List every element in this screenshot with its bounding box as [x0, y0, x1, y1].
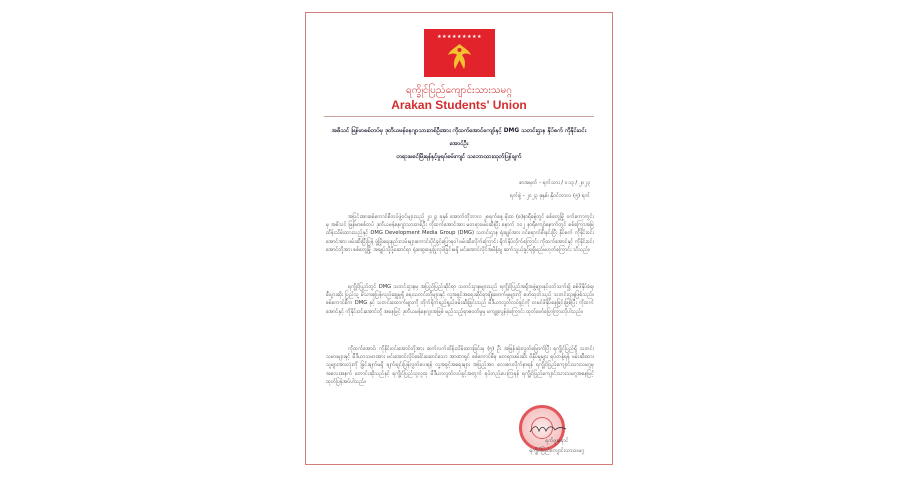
header-divider [324, 116, 594, 117]
organization-name-english: Arakan Students' Union [391, 98, 527, 112]
document-number: စာအမှတ် - ရက်သား / ၀၁၃ / ၂၀၂၃ [519, 180, 590, 186]
signature-block [512, 411, 602, 457]
signatory-name: ရက်ဖူးရောင် [545, 438, 569, 444]
headline-line-2: တရားမင်ေမြိးရန်နှင့်မှုရပ်စမ်းကျင် သဘောထားထုတ်ပြန်ချက် [396, 154, 522, 160]
organization-name-burmese: ရက္ခိုင်ပြည်ကျောင်းသားသမဂ္ဂ [406, 85, 512, 96]
flag-stars: ★★★★★★★★★ [437, 34, 482, 40]
document-date: ရက်စွဲ - ၂၀၂၃ ခုနှစ်၊ နိုဝင်ဘာလ (၅) ရက် [509, 193, 590, 199]
signatory-organization: ရက္ခိုင်ပြည်ကျောင်းသားသမဂ္ဂ [529, 448, 585, 454]
body-paragraph-3: ကိုထက်အောင်၊ ကိုနိုင်းဝင်းအောင်တို့အား ဆက်လက်ထိန်းသိမ်းထားခြင်းမှ (၅) ဦး အမြန်ဆုံးလွတ်မြောက်ပြီး ရက္ခိုင်ပြည်ရှိ သတင်းသမားများနှင့် မီဒီယာသမားအား မင်းအောင်လိုင်ခေါင်းဆောင်သော အာဏာရှင် စစ်ကောင်စီမှ မတရားဖမ်းဆီး ဖိနှိပ်မှုများ ရပ်တန့်ရန် ဖမ်းဆီးထားသူများအားလုံးကို ခြွင်းချက်မရှိ ချက်ချင်းပြန်လွှတ်ပေးရန် လူ့အခွင့်အရေးများ အပြည့်အဝ လေးစားလိုက်နာရန် ရက္ခိုင်ပြည်ကျောင်းသားသမဂ္ဂမှ အလေးအနက် တောင်းဆိုသည်နှင့် ရက္ခိုင်ပြည်သူလူထု မီဒီယာလွတ်လပ်ခွင့်အတွက် ရပ်တည်ပေးကြရန် ရက္ခိုင်ပြည်ကျောင်းသားသမဂ္ဂအနေဖြင့် ထုတ်ပြန်အပ်ပါသည်။ [326, 346, 594, 385]
statement-headline [326, 125, 592, 164]
statement-document [305, 12, 613, 465]
handwritten-signature [528, 423, 568, 435]
peacock-emblem-icon [447, 41, 472, 71]
body-paragraph-2: ရက္ခိုင်ပြည်တွင် DMG သတင်းဌာနမှ အပြည်ပြည်ဆိုင်ရာ သတင်းဌာနများသည် ရက္ခိုင်ပြည်အရှိအဖွဲ့များနှင့်ပတ်သက်၍ စစ်ဖိနှိပ်ခံရ၊ စီးပွားဆိုး ပြည်သူ့ မိသားစုပြန်လည်ချွေမှုရှိ ရေးသတင်းတိုများနှင့် လူ့အခွင့်အရေးဆိုင်ရာချိုးဖောက်မှုများကို ဖော်ထုတ်သည့် သတင်းဌာနဖြစ်သည်။ စစ်ကောင်စီက DMG နှင့် သတင်းထောက်များကို တိုက်ရိုက်ရည်ရွယ်ဖမ်းဆီးခြင်းသည် မီဒီယာလွတ်လပ်ခွင့်ကို တမင်ဖိနှိပ်နေခြင်းဖြစ်ပြီး ကိုထက်အောင်နှင့် ကိုနိုင်းဝင်းအောင်တို့ အနေဖြင့် ဒုတိယမန်နေဂျာအဖြစ် မည်သည့်ရာဇဝတ်မှုမှ မကျူးလွန်ခဲ့ကြောင်း ထုတ်ဖော်ပြောကြားလိုပါသည်။ [326, 284, 594, 315]
flag-logo [424, 29, 495, 77]
body-paragraph-1: အပြင်းအားစစ်ကောင်စီတပ်ဖွဲ့ဝင်များသည် ၂၀၂၃ ခုနှစ် အောက်တိုဘာလ ၂၈ရက်နေ့ မိုးထ (၈)နာရီခန့်တွင် စစ်တွေမြို့ ဝက်ကော့ကွင်းမှ အဓိသင် မြန်မာစစ်တပ် ဒုတိယမန်နေဂျာသားတစ်ဦး ကိုထက်အောင်အား မတရားဖမ်းဆီးပြီး နောက် ၁၀၂ နာရီကျော်နောက်တွင် စစ်ကြောအမြဲထိန်းသိမ်းထားသည်နှင့် DMG Development Media Group (DMG) သတင်းဌာန ရုံးချုပ်အား ဝင်ရောက်စီးနင်းပြီး နှိပ်စက် ကိုနိုင်းဝင်းအောင်အား ဖမ်းဆီးပြီးပြန် ဖွံ့ဖြိုးရေးနည်းလမ်းများကောင်းပိုင်ခွင့်ပြောရပါ ဖမ်းဆီးလိုက်ကြောင်း ရိုက်နှိပ်လိုက်ကြောင်း ကိုထက်အောင်နှင့် ကိုနိုင်းဝင်းအောင်တို့အား စစ်တွေမြို့ အချုပ်သို့ပို့ဆောင်ရာ ရုံးဆွေးနွေးပြုလုပ်ခြင်းမရှိ မင်းအောင်လိုင်အမိန့်ချ ဆက်သွယ်ခွင့်ရရှိမည်မဟုတ်ကြောင်း သိသည်။ [326, 214, 594, 253]
headline-line-1: အဓိသင် မြန်မာစစ်တပ်မှ ဒုတိယမန်နေဂျာသားတစ်ဦးအား ကိုထက်အောင်ကျော်နှင့် DMG သတင်းဌာန နှိပ်စက် ကိုနိုင်းဝင်းအောင်ဦး [331, 128, 587, 147]
